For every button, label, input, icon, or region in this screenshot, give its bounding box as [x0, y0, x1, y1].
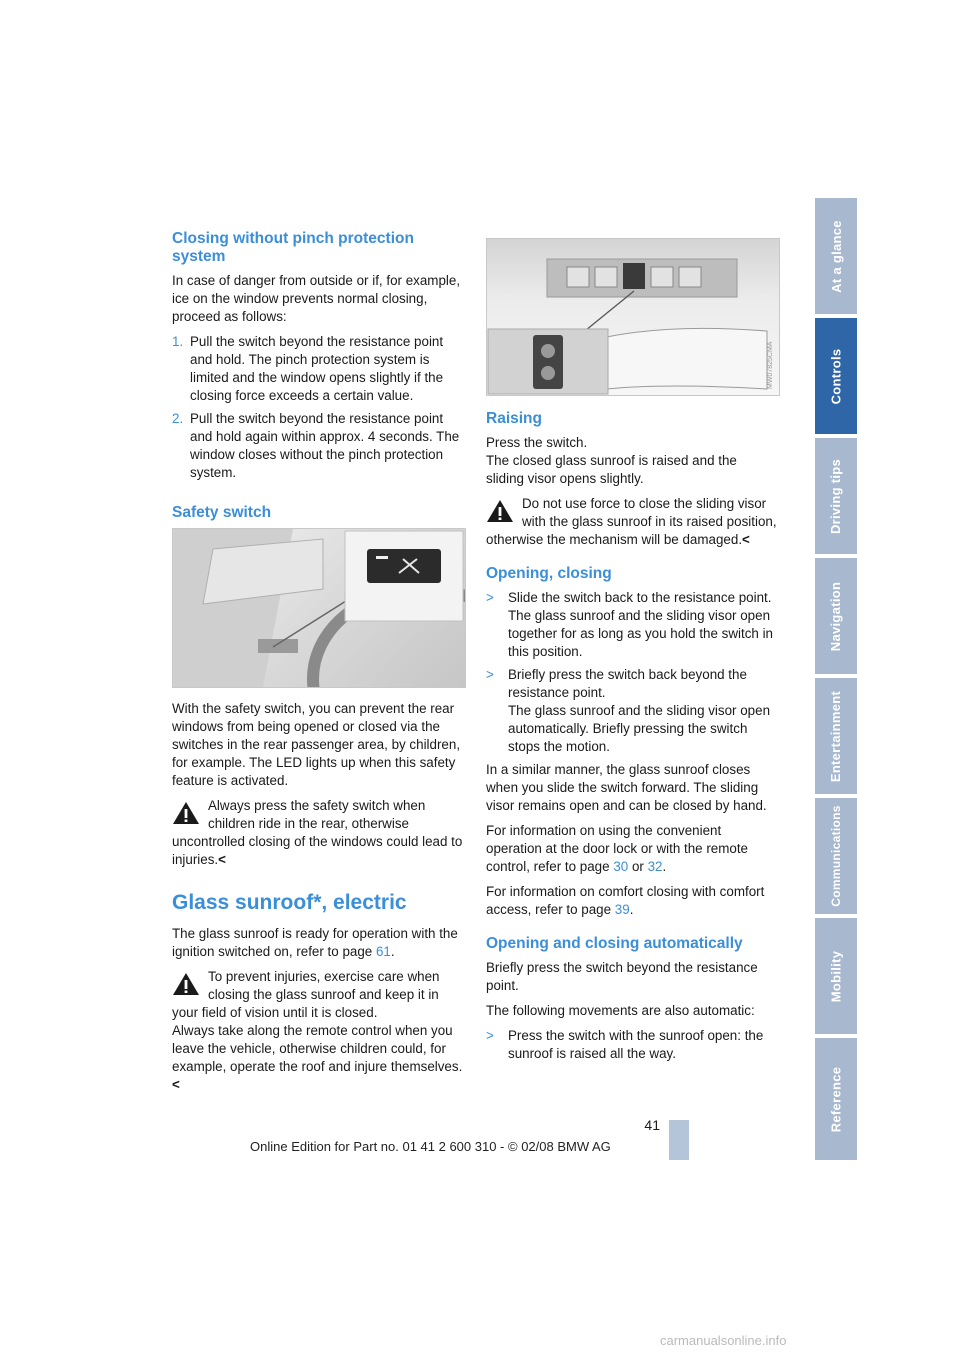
tab-mobility[interactable]	[815, 918, 857, 1034]
tab-label: Driving tips	[828, 458, 844, 534]
bullet-subtext: The glass sunroof and the sliding visor open automatically. Briefly pressing the switch stops the motion.	[508, 703, 771, 754]
warning-text: Do not use force to close the sliding visor with the glass sunroof in its raised position, otherwise the mechanism will be damaged.	[486, 496, 777, 547]
page-ref-30[interactable]: 30	[613, 859, 629, 874]
tab-label: Controls	[828, 348, 844, 404]
image-code-2: MW07825CMA	[767, 341, 774, 389]
warning-raising	[486, 495, 778, 549]
tab-driving-tips[interactable]	[815, 438, 857, 554]
bullet-subtext: The glass sunroof and the sliding visor open together for as long as you hold the switch in this position.	[508, 608, 773, 659]
tab-label: At a glance	[828, 219, 844, 293]
step-1	[172, 333, 464, 405]
page-number: 41	[644, 1117, 660, 1133]
bullet-text: Slide the switch back to the resistance point.	[508, 590, 772, 605]
tab-reference[interactable]	[815, 1038, 857, 1160]
warning-triangle-icon	[172, 972, 200, 996]
warning-safety	[172, 797, 464, 869]
paragraph-raising-1: Press the switch.	[486, 435, 588, 450]
step-2	[172, 410, 464, 482]
safety-switch-image	[172, 528, 466, 688]
tab-controls[interactable]	[815, 318, 857, 434]
warning-sunroof	[172, 968, 464, 1094]
bullet-marker: >	[486, 667, 494, 682]
heading-glass-sunroof: Glass sunroof*, electric	[172, 891, 407, 914]
word-or: or	[631, 859, 644, 874]
page-ref-32[interactable]: 32	[647, 859, 663, 874]
sunroof-text: The glass sunroof is ready for operation with the ignition switched on, refer to page	[172, 926, 458, 959]
paragraph-similar: In a similar manner, the glass sunroof closes when you slide the switch forward. The sliding visor remains open and can be closed by hand.	[486, 762, 767, 813]
paragraph-safety: With the safety switch, you can prevent the rear windows from being opened or closed via the switches in the rear passenger area, by children, for example. The LED lights up when this safety feature is activated.	[172, 701, 461, 788]
right-column	[486, 410, 778, 1068]
warning-text: Always press the safety switch when children ride in the rear, otherwise uncontrolled closing of the windows could lead to injuries.	[172, 798, 463, 867]
paragraph-sunroof: The glass sunroof is ready for operation with the ignition switched on, refer to page 61.	[172, 926, 458, 959]
step-text: Pull the switch beyond the resistance point and hold. The pinch protection system is limited and the window opens slightly if the closing force exceeds a certain value.	[190, 334, 444, 403]
paragraph-info-1: For information on using the convenient operation at the door lock or with the remote control, refer to page 30 or 32.	[486, 823, 749, 874]
tab-label: Navigation	[828, 581, 844, 651]
bullet-item	[486, 1027, 778, 1063]
footer-text: Online Edition for Part no. 01 41 2 600 310 - © 02/08 BMW AG	[250, 1139, 611, 1154]
sunroof-switch-image	[486, 238, 780, 396]
tab-communications[interactable]	[815, 798, 857, 914]
tab-at-a-glance[interactable]	[815, 198, 857, 314]
bullet-text: Press the switch with the sunroof open: the sunroof is raised all the way.	[508, 1028, 764, 1061]
page-ref-39[interactable]: 39	[614, 902, 630, 917]
chapter-sidebar	[815, 198, 857, 1160]
bullet-marker: >	[486, 590, 494, 605]
bullet-marker: >	[486, 1028, 494, 1043]
paragraph-closing: In case of danger from outside or if, for example, ice on the window prevents normal closing, proceed as follows:	[172, 273, 461, 324]
heading-safety-switch: Safety switch	[172, 504, 272, 521]
watermark: carmanualsonline.info	[660, 1333, 787, 1348]
end-mark: <	[172, 1077, 180, 1092]
paragraph-info-2: For information on comfort closing with comfort access, refer to page 39.	[486, 884, 765, 917]
bullet-item	[486, 589, 778, 661]
footer-bar	[669, 1120, 689, 1160]
step-number: 1.	[172, 334, 184, 349]
warning-text: To prevent injuries, exercise care when closing the glass sunroof and keep it in your field of vision until it is closed.	[172, 969, 440, 1020]
paragraph-auto-1: Briefly press the switch beyond the resistance point.	[486, 960, 758, 993]
tab-label: Reference	[828, 1066, 844, 1132]
step-number: 2.	[172, 411, 184, 426]
tab-entertainment[interactable]	[815, 678, 857, 794]
bullet-item	[486, 666, 778, 756]
end-mark: <	[742, 532, 750, 547]
paragraph-raising-2: The closed glass sunroof is raised and the sliding visor opens slightly.	[486, 453, 737, 486]
info-text: For information on using the convenient operation at the door lock or with the remote control, refer to page	[486, 823, 749, 874]
tab-label: Communications	[829, 805, 844, 907]
warning-triangle-icon	[486, 499, 514, 523]
tab-label: Entertainment	[828, 690, 844, 782]
heading-raising: Raising	[486, 410, 542, 427]
tab-label: Mobility	[828, 950, 844, 1002]
overhead-console-illustration	[487, 239, 779, 395]
end-mark: <	[218, 852, 226, 867]
page-ref-61[interactable]: 61	[375, 944, 391, 959]
paragraph-auto-2: The following movements are also automatic:	[486, 1003, 755, 1018]
warning-text-2: Always take along the remote control when you leave the vehicle, otherwise children could, for example, operate the roof and injure themselves.	[172, 1023, 463, 1074]
tab-navigation[interactable]	[815, 558, 857, 674]
heading-opening-closing-auto: Opening and closing automatically	[486, 935, 743, 952]
heading-opening-closing: Opening, closing	[486, 565, 612, 582]
bullet-content	[508, 589, 778, 661]
heading-closing-without-pinch: Closing without pinch protection system	[172, 230, 414, 265]
door-panel-illustration	[173, 529, 465, 687]
step-text: Pull the switch beyond the resistance point and hold again within approx. 4 seconds. The window closes without the pinch protection system.	[190, 411, 460, 480]
bullet-content	[508, 666, 778, 756]
left-column	[172, 230, 464, 1101]
warning-triangle-icon	[172, 801, 200, 825]
info-text: For information on comfort closing with comfort access, refer to page	[486, 884, 765, 917]
bullet-text: Briefly press the switch back beyond the resistance point.	[508, 667, 747, 700]
